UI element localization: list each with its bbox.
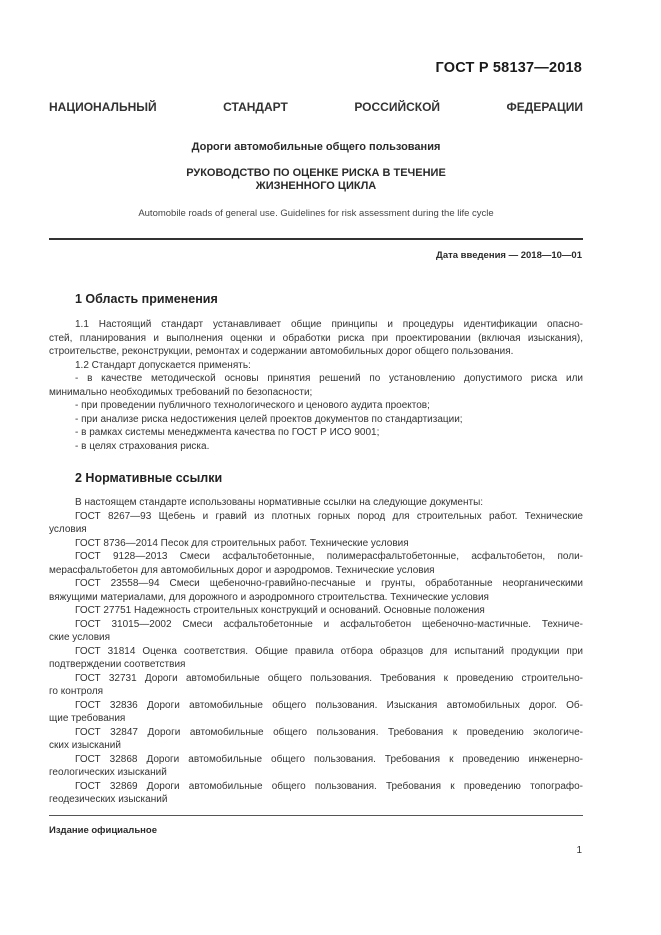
section-1-heading: 1 Область применения [75,292,218,306]
reference-line: ГОСТ 8267—93 Щебень и гравий из плотных горных пород для строительных работ. Технические [75,510,583,522]
list-item: - в рамках системы менеджмента качества по ГОСТ Р ИСО 9001; [75,427,380,438]
reference-line: ские условия [49,632,111,643]
paragraph-line: 1.1 Настоящий стандарт устанавливает общие принципы и процедуры идентификации опасно- [75,319,583,330]
document-main-title [49,167,583,193]
paragraph-line: строительстве, реконструкции, ремонтах и содержании автомобильных дорог общего пользования. [49,346,514,357]
section-1-body [49,318,583,453]
reference-line: геодезических изысканий [49,794,168,805]
reference-line: ГОСТ 9128—2013 Смеси асфальтобетонные, полимерасфальтобетонные, асфальтобетон, поли- [75,551,583,562]
reference-line: ГОСТ 32731 Дороги автомобильные общего пользования. Требования к проведению строительно- [75,672,583,684]
reference-line: ГОСТ 32847 Дороги автомобильные общего пользования. Требования к проведению экологиче- [75,726,583,738]
main-title-line-2: ЖИЗНЕННОГО ЦИКЛА [255,180,377,192]
section-2-heading: 2 Нормативные ссылки [75,471,223,485]
reference-line: ГОСТ 31814 Оценка соответствия. Общие правила отбора образцов для испытаний продукции при [75,645,583,657]
reference-line: ГОСТ 32868 Дороги автомобильные общего пользования. Требования к проведению инженерно- [75,753,583,765]
standard-title: НАЦИОНАЛЬНЫЙ СТАНДАРТ РОССИЙСКОЙ ФЕДЕРАЦИИ [49,100,583,114]
reference-line: геологических изысканий [49,767,167,778]
reference-line: ГОСТ 31015—2002 Смеси асфальтобетонные и асфальтобетон щебеночно-мастичные. Техниче- [75,618,583,630]
reference-line: щие требования [49,713,126,724]
footer-divider [49,815,583,816]
reference-line: го контроля [49,686,104,697]
list-item: - при анализе риска недостижения целей проектов документов по стандартизации; [75,413,463,425]
paragraph-line: минимально необходимых требований по безопасности; [49,386,313,398]
paragraph-line: стей, планирования и выполнения оценки и обработки риска при проектировании (включая изыскания), [49,332,583,344]
reference-line: вяжущими материалами, для дорожного и аэродромного строительства. Технические условия [49,591,489,603]
reference-line: ских изысканий [49,740,121,751]
reference-line: ГОСТ 8736—2014 Песок для строительных работ. Технические условия [75,537,409,549]
page-number: 1 [576,845,582,856]
edition-label: Издание официальное [49,825,157,836]
document-code: ГОСТ Р 58137—2018 [435,60,582,76]
list-item: - в целях страхования риска. [75,440,210,452]
paragraph-line: В настоящем стандарте использованы нормативные ссылки на следующие документы: [75,497,484,508]
introduction-date: Дата введения — 2018—10—01 [436,250,582,261]
english-title: Automobile roads of general use. Guidelines for risk assessment during the life cycle [138,208,494,219]
reference-line: мерасфальтобетон для автомобильных дорог и аэродромов. Технические условия [49,564,435,576]
reference-line: подтверждении соответствия [49,659,186,670]
title-divider [49,238,583,240]
list-item: - в качестве методической основы принятия решений по установлению допустимого риска или [75,373,583,384]
list-item: - при проведении публичного технологического и ценового аудита проектов; [75,400,430,411]
reference-line: условия [49,524,87,535]
reference-line: ГОСТ 32836 Дороги автомобильные общего пользования. Изыскания автомобильных дорог. Об- [75,699,583,711]
reference-line: ГОСТ 23558—94 Смеси щебеночно-гравийно-песчаные и грунты, обработанные неорганическими [75,578,583,589]
main-title-line-1: РУКОВОДСТВО ПО ОЦЕНКЕ РИСКА В ТЕЧЕНИЕ [186,167,446,179]
paragraph-line: 1.2 Стандарт допускается применять: [75,359,251,371]
reference-line: ГОСТ 32869 Дороги автомобильные общего пользования. Требования к проведению топографо- [75,780,583,792]
document-subtitle: Дороги автомобильные общего пользования [191,141,441,153]
reference-line: ГОСТ 27751 Надежность строительных конструкций и оснований. Основные положения [75,605,485,616]
section-2-body [49,496,583,807]
